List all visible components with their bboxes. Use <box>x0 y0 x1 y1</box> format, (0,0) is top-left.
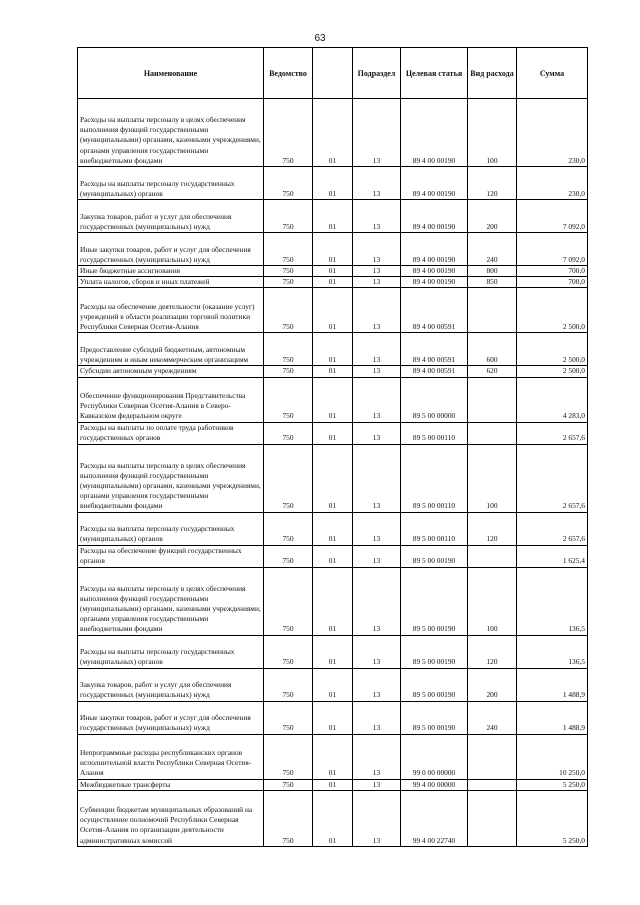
row-section-cell: 01 <box>313 734 353 779</box>
row-target-item-cell: 89 4 00 00190 <box>401 200 468 233</box>
row-target-item-cell: 89 4 00 00591 <box>401 333 468 366</box>
row-expense-type-cell: 100 <box>468 567 517 635</box>
table-row <box>78 567 588 635</box>
row-subsection-cell: 13 <box>353 277 401 288</box>
row-amount-cell: 5 250,0 <box>517 790 588 846</box>
row-department-cell: 750 <box>264 167 313 200</box>
row-section-cell: 01 <box>313 200 353 233</box>
table-row <box>78 333 588 366</box>
row-department-cell: 750 <box>264 277 313 288</box>
row-section-cell: 01 <box>313 701 353 734</box>
row-department-cell: 750 <box>264 567 313 635</box>
row-subsection-cell: 13 <box>353 734 401 779</box>
row-amount-cell: 136,5 <box>517 567 588 635</box>
row-name-cell: Расходы на обеспечение функций государственных органов <box>78 545 264 567</box>
row-expense-type-cell <box>468 790 517 846</box>
budget-table <box>77 47 588 847</box>
row-expense-type-cell <box>468 288 517 333</box>
row-section-cell: 01 <box>313 422 353 444</box>
row-amount-cell: 1 488,9 <box>517 701 588 734</box>
row-expense-type-cell: 240 <box>468 701 517 734</box>
row-section-cell: 01 <box>313 567 353 635</box>
row-amount-cell: 4 283,0 <box>517 377 588 422</box>
row-expense-type-cell: 600 <box>468 333 517 366</box>
table-row <box>78 99 588 167</box>
row-subsection-cell: 13 <box>353 266 401 277</box>
row-subsection-cell: 13 <box>353 567 401 635</box>
row-target-item-cell: 89 4 00 00190 <box>401 99 468 167</box>
row-amount-cell: 1 488,9 <box>517 668 588 701</box>
row-expense-type-cell <box>468 377 517 422</box>
table-row <box>78 545 588 567</box>
row-name-cell: Субвенции бюджетам муниципальных образований на осуществление полномочий Республики Северная Осетия-Алания по организации деятельности административных комиссий <box>78 790 264 846</box>
table-header-row <box>78 48 588 99</box>
row-amount-cell: 136,5 <box>517 635 588 668</box>
table-row <box>78 366 588 377</box>
row-subsection-cell: 13 <box>353 701 401 734</box>
row-department-cell: 750 <box>264 288 313 333</box>
row-amount-cell: 230,0 <box>517 167 588 200</box>
row-department-cell: 750 <box>264 366 313 377</box>
row-subsection-cell: 13 <box>353 366 401 377</box>
row-subsection-cell: 13 <box>353 200 401 233</box>
table-row <box>78 734 588 779</box>
table-row <box>78 266 588 277</box>
row-expense-type-cell: 120 <box>468 635 517 668</box>
row-department-cell: 750 <box>264 790 313 846</box>
row-section-cell: 01 <box>313 668 353 701</box>
row-subsection-cell: 13 <box>353 377 401 422</box>
row-target-item-cell: 89 4 00 00591 <box>401 288 468 333</box>
row-amount-cell: 2 500,0 <box>517 288 588 333</box>
row-expense-type-cell <box>468 545 517 567</box>
row-target-item-cell: 99 0 00 00000 <box>401 734 468 779</box>
row-expense-type-cell: 200 <box>468 200 517 233</box>
row-section-cell: 01 <box>313 779 353 790</box>
row-name-cell: Расходы на выплаты персоналу государственных (муниципальных) органов <box>78 167 264 200</box>
row-department-cell: 750 <box>264 545 313 567</box>
row-name-cell: Субсидии автономным учреждениям <box>78 366 264 377</box>
table-row <box>78 779 588 790</box>
table-row <box>78 377 588 422</box>
row-target-item-cell: 89 5 00 00110 <box>401 512 468 545</box>
row-section-cell: 01 <box>313 277 353 288</box>
row-department-cell: 750 <box>264 200 313 233</box>
row-department-cell: 750 <box>264 377 313 422</box>
table-row <box>78 167 588 200</box>
row-amount-cell: 700,0 <box>517 266 588 277</box>
row-subsection-cell: 13 <box>353 288 401 333</box>
row-subsection-cell: 13 <box>353 545 401 567</box>
table-row <box>78 512 588 545</box>
row-department-cell: 750 <box>264 333 313 366</box>
row-name-cell: Расходы на выплаты персоналу государственных (муниципальных) органов <box>78 512 264 545</box>
row-subsection-cell: 13 <box>353 233 401 266</box>
row-name-cell: Расходы на выплаты по оплате труда работников государственных органов <box>78 422 264 444</box>
row-name-cell: Закупка товаров, работ и услуг для обеспечения государственных (муниципальных) нужд <box>78 200 264 233</box>
row-target-item-cell: 89 5 00 00190 <box>401 545 468 567</box>
row-target-item-cell: 89 5 00 00110 <box>401 444 468 512</box>
row-section-cell: 01 <box>313 545 353 567</box>
row-amount-cell: 230,0 <box>517 99 588 167</box>
row-target-item-cell: 89 5 00 00190 <box>401 567 468 635</box>
row-target-item-cell: 89 4 00 00190 <box>401 266 468 277</box>
row-section-cell: 01 <box>313 167 353 200</box>
row-subsection-cell: 13 <box>353 512 401 545</box>
row-department-cell: 750 <box>264 635 313 668</box>
row-amount-cell: 700,0 <box>517 277 588 288</box>
row-amount-cell: 2 500,0 <box>517 366 588 377</box>
row-subsection-cell: 13 <box>353 99 401 167</box>
row-expense-type-cell: 850 <box>468 277 517 288</box>
row-name-cell: Расходы на выплаты персоналу государственных (муниципальных) органов <box>78 635 264 668</box>
row-section-cell: 01 <box>313 790 353 846</box>
row-subsection-cell: 13 <box>353 790 401 846</box>
row-name-cell: Расходы на выплаты персоналу в целях обеспечения выполнения функций государственными (муниципальными) органами, казенными учреждениями, органами управления государственными внебюджетными фондами <box>78 99 264 167</box>
row-amount-cell: 5 250,0 <box>517 779 588 790</box>
header-amount: Сумма <box>517 48 588 99</box>
row-amount-cell: 7 092,0 <box>517 233 588 266</box>
table-row <box>78 288 588 333</box>
row-amount-cell: 2 500,0 <box>517 333 588 366</box>
row-amount-cell: 10 250,0 <box>517 734 588 779</box>
row-target-item-cell: 89 5 00 00110 <box>401 422 468 444</box>
row-expense-type-cell: 120 <box>468 512 517 545</box>
row-name-cell: Уплата налогов, сборов и иных платежей <box>78 277 264 288</box>
row-amount-cell: 2 657,6 <box>517 422 588 444</box>
table-row <box>78 790 588 846</box>
row-name-cell: Межбюджетные трансферты <box>78 779 264 790</box>
row-name-cell: Непрограммные расходы республиканских органов исполнительной власти Республики Северная Осетия-Алания <box>78 734 264 779</box>
row-department-cell: 750 <box>264 512 313 545</box>
row-section-cell: 01 <box>313 266 353 277</box>
row-department-cell: 750 <box>264 444 313 512</box>
row-target-item-cell: 89 4 00 00190 <box>401 233 468 266</box>
row-department-cell: 750 <box>264 233 313 266</box>
header-section <box>313 48 353 99</box>
row-amount-cell: 1 625,4 <box>517 545 588 567</box>
header-name: Наименование <box>78 48 264 99</box>
row-subsection-cell: 13 <box>353 422 401 444</box>
row-expense-type-cell: 100 <box>468 99 517 167</box>
row-target-item-cell: 89 5 00 00190 <box>401 668 468 701</box>
row-name-cell: Расходы на выплаты персоналу в целях обеспечения выполнения функций государственными (муниципальными) органами, казенными учреждениями, органами управления государственными внебюджетными фондами <box>78 567 264 635</box>
row-section-cell: 01 <box>313 99 353 167</box>
table-row <box>78 233 588 266</box>
row-name-cell: Расходы на обеспечение деятельности (оказание услуг) учреждений в области реализации торговой политики Республики Северная Осетия-Алания <box>78 288 264 333</box>
table-row <box>78 701 588 734</box>
page-number: 63 <box>314 33 326 44</box>
row-name-cell: Иные закупки товаров, работ и услуг для обеспечения государственных (муниципальных) нужд <box>78 701 264 734</box>
row-section-cell: 01 <box>313 333 353 366</box>
table-row <box>78 444 588 512</box>
row-amount-cell: 2 657,6 <box>517 444 588 512</box>
row-department-cell: 750 <box>264 734 313 779</box>
table-body <box>78 99 588 847</box>
row-department-cell: 750 <box>264 701 313 734</box>
row-section-cell: 01 <box>313 233 353 266</box>
row-subsection-cell: 13 <box>353 779 401 790</box>
row-target-item-cell: 99 4 00 00000 <box>401 779 468 790</box>
row-section-cell: 01 <box>313 444 353 512</box>
row-subsection-cell: 13 <box>353 668 401 701</box>
row-name-cell: Предоставление субсидий бюджетным, автономным учреждениям и иным некоммерческим организациям <box>78 333 264 366</box>
row-expense-type-cell: 200 <box>468 668 517 701</box>
row-expense-type-cell: 240 <box>468 233 517 266</box>
row-department-cell: 750 <box>264 668 313 701</box>
row-subsection-cell: 13 <box>353 444 401 512</box>
row-section-cell: 01 <box>313 288 353 333</box>
row-subsection-cell: 13 <box>353 333 401 366</box>
row-name-cell: Обеспечение функционирования Представительства Республики Северная Осетия-Алания в Северо-Кавказском федеральном округе <box>78 377 264 422</box>
row-section-cell: 01 <box>313 635 353 668</box>
table-row <box>78 200 588 233</box>
row-target-item-cell: 89 5 00 00190 <box>401 635 468 668</box>
row-name-cell: Иные бюджетные ассигнования <box>78 266 264 277</box>
row-expense-type-cell: 100 <box>468 444 517 512</box>
row-target-item-cell: 89 5 00 00190 <box>401 701 468 734</box>
row-department-cell: 750 <box>264 266 313 277</box>
row-expense-type-cell: 800 <box>468 266 517 277</box>
row-department-cell: 750 <box>264 99 313 167</box>
row-expense-type-cell <box>468 779 517 790</box>
header-target-item: Целевая статья <box>401 48 468 99</box>
row-target-item-cell: 89 4 00 00190 <box>401 277 468 288</box>
row-name-cell: Закупка товаров, работ и услуг для обеспечения государственных (муниципальных) нужд <box>78 668 264 701</box>
header-subsection: Подраздел <box>353 48 401 99</box>
row-target-item-cell: 89 4 00 00190 <box>401 167 468 200</box>
table-row <box>78 635 588 668</box>
row-department-cell: 750 <box>264 779 313 790</box>
header-department: Ведомство <box>264 48 313 99</box>
row-section-cell: 01 <box>313 366 353 377</box>
row-name-cell: Расходы на выплаты персоналу в целях обеспечения выполнения функций государственными (муниципальными) органами, казенными учреждениями, органами управления государственными внебюджетными фондами <box>78 444 264 512</box>
row-subsection-cell: 13 <box>353 635 401 668</box>
row-expense-type-cell <box>468 422 517 444</box>
row-expense-type-cell: 120 <box>468 167 517 200</box>
row-section-cell: 01 <box>313 377 353 422</box>
row-section-cell: 01 <box>313 512 353 545</box>
row-expense-type-cell <box>468 734 517 779</box>
row-expense-type-cell: 620 <box>468 366 517 377</box>
table-row <box>78 422 588 444</box>
row-target-item-cell: 89 5 00 00000 <box>401 377 468 422</box>
row-amount-cell: 2 657,6 <box>517 512 588 545</box>
table-row <box>78 277 588 288</box>
row-department-cell: 750 <box>264 422 313 444</box>
row-target-item-cell: 89 4 00 00591 <box>401 366 468 377</box>
row-name-cell: Иные закупки товаров, работ и услуг для обеспечения государственных (муниципальных) нужд <box>78 233 264 266</box>
row-target-item-cell: 99 4 00 22740 <box>401 790 468 846</box>
table-row <box>78 668 588 701</box>
header-expense-type: Вид расхода <box>468 48 517 99</box>
row-amount-cell: 7 092,0 <box>517 200 588 233</box>
row-subsection-cell: 13 <box>353 167 401 200</box>
